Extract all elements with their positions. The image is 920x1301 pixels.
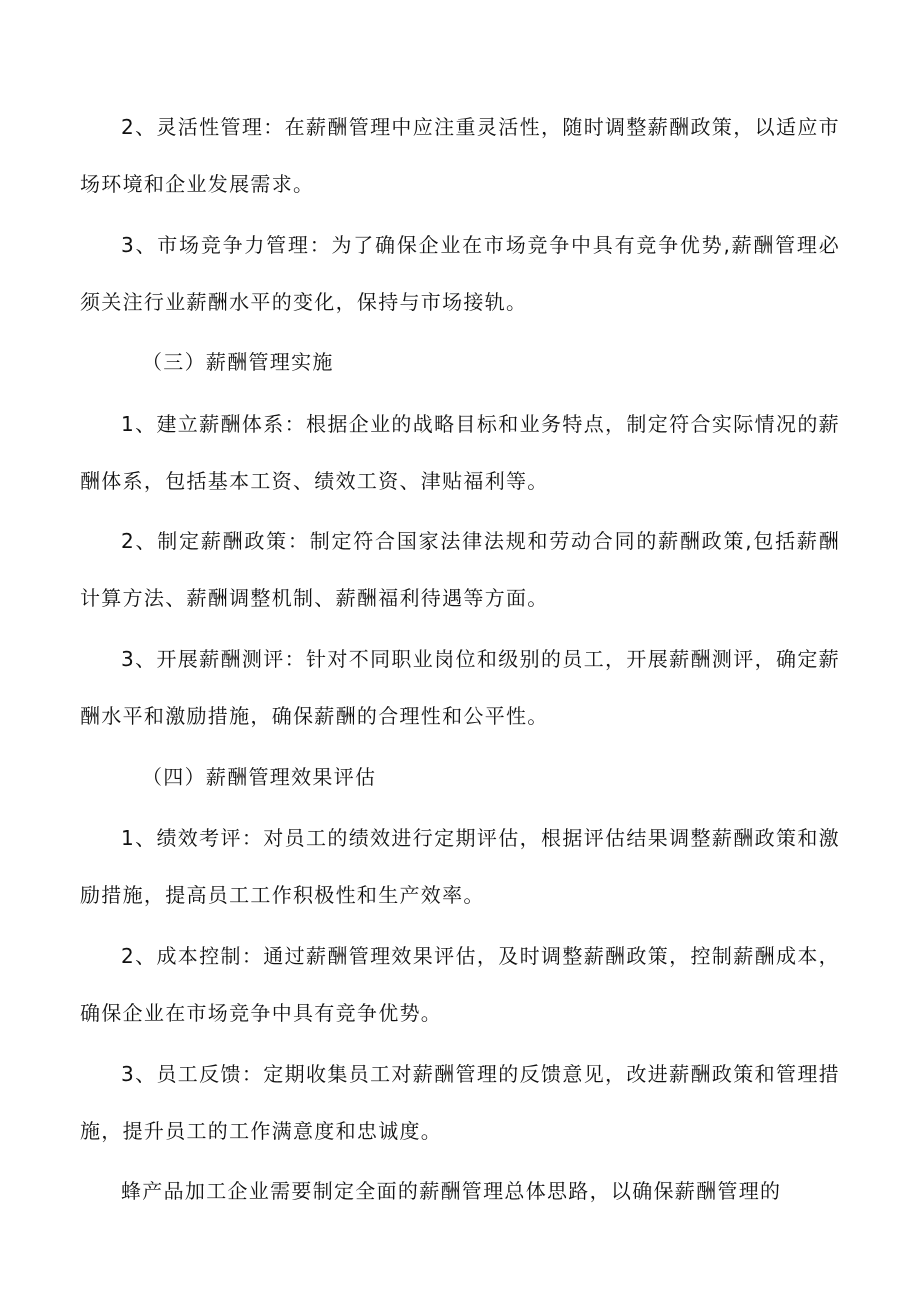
paragraph-employee-feedback: 3、员工反馈：定期收集员工对薪酬管理的反馈意见，改进薪酬政策和管理措施，提升员工的工作满意度和忠诚度。 — [80, 1062, 840, 1143]
section-heading-implementation: （三）薪酬管理实施 — [142, 350, 334, 374]
paragraph-salary-policy: 2、制定薪酬政策：制定符合国家法律法规和劳动合同的薪酬政策,包括薪酬计算方法、薪酬调整机制、薪酬福利待遇等方面。 — [80, 529, 840, 610]
paragraph-salary-evaluation: 3、开展薪酬测评：针对不同职业岗位和级别的员工，开展薪酬测评，确定薪酬水平和激励措施，确保薪酬的合理性和公平性。 — [80, 647, 840, 728]
paragraph-build-salary-system: 1、建立薪酬体系：根据企业的战略目标和业务特点，制定符合实际情况的薪酬体系，包括基本工资、绩效工资、津贴福利等。 — [80, 412, 840, 493]
paragraph-market-competitiveness: 3、市场竞争力管理：为了确保企业在市场竞争中具有竞争优势,薪酬管理必须关注行业薪酬水平的变化，保持与市场接轨。 — [80, 233, 840, 314]
paragraph-overall-approach: 蜂产品加工企业需要制定全面的薪酬管理总体思路，以确保薪酬管理的 — [121, 1179, 782, 1203]
paragraph-flexibility-management: 2、灵活性管理：在薪酬管理中应注重灵活性，随时调整薪酬政策，以适应市场环境和企业发展需求。 — [80, 115, 840, 196]
section-heading-effect-evaluation: （四）薪酬管理效果评估 — [142, 765, 377, 789]
paragraph-performance-appraisal: 1、绩效考评：对员工的绩效进行定期评估，根据评估结果调整薪酬政策和激励措施，提高员工工作积极性和生产效率。 — [80, 826, 840, 907]
paragraph-cost-control: 2、成本控制：通过薪酬管理效果评估，及时调整薪酬政策，控制薪酬成本，确保企业在市场竞争中具有竞争优势。 — [80, 944, 840, 1025]
